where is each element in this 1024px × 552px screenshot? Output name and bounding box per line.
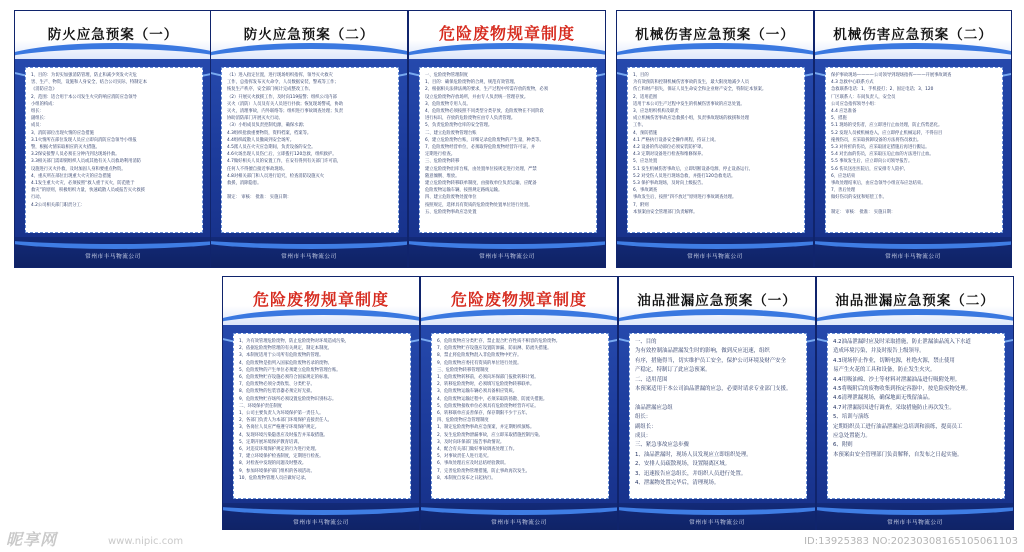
body-line: 成立机械伤害事故应急救援小组，负责事故现场的救援和处理 (633, 116, 750, 122)
body-line: 为有效控制油品泄漏发生时的影响，做到反应迅速，组织 (635, 348, 770, 355)
body-line: 伤亡和财产损失，保证人员生命安全和企业财产安全，特制定本预案。 (633, 87, 767, 93)
body-line: 1、油品泄漏时，现场人员发现应立即组织处理。 (635, 451, 752, 458)
body-line: 事故处理结束后，由应急领导小组宣布应急结束。 (831, 181, 926, 187)
body-line: 4.6清理泄漏现场，确保地面无残留油品。 (833, 395, 934, 402)
body-line: 随意倾倒、堆放。 (425, 173, 460, 179)
body-line: 保护事故现场————公司领导到现场指挥———开展事故调查 (831, 73, 952, 78)
body-line: 做好伤员的安抚和赔偿工作。 (831, 195, 887, 201)
body-line: 组长： (31, 109, 44, 115)
panel-title: 机械伤害应急预案（二） (833, 27, 993, 43)
panel-org-name: 常州市丰马物流公司 (293, 520, 349, 526)
body-line: 6、事故调查 (633, 188, 658, 194)
body-line: 1、公司主要负责人为环境保护第一责任人。 (239, 411, 324, 417)
body-line: 4.8对相关部门和人员进行追究，检查消防设施灭火 (227, 173, 325, 179)
body-line: 造成环境污染，并及时报告上级领导。 (833, 348, 925, 355)
panel-footer (817, 503, 1013, 533)
body-line: 4.1发生重大火灾，必须按照“救人重于灭火，防范胜于 (31, 181, 135, 187)
body-line: 本预案适用于本公司油品泄漏的应急，必要时请求专业部门支援。 (635, 386, 792, 393)
poster-panel (14, 10, 212, 268)
body-line: 副组长： (635, 423, 657, 430)
panel-title: 油品泄漏应急预案（二） (835, 293, 995, 309)
body-line: 3、本制度适用于公司所有危险废物的管理。 (239, 353, 324, 359)
body-line: 危险废物运输车辆，按照规定路线运输。 (425, 188, 503, 194)
panel-title: 危险废物规章制度 (450, 290, 587, 309)
body-line: 5、负责危险废物仓库的安全管理。 (425, 123, 493, 129)
body-line: 设立危险废物存放场所，并由专人负责统一管理存放。 (425, 94, 529, 100)
watermark-id: ID:13925383 NO:20230308165105061103 (804, 536, 1018, 547)
body-line: 2、转移危险废物时，必须填写危险废物转移联单。 (437, 382, 535, 388)
panel-header (409, 11, 605, 59)
body-line: 2、适用范围 (633, 94, 658, 100)
panel-title: 危险废物规章制度 (438, 24, 575, 43)
panel-title: 防火应急预案（一） (47, 27, 179, 43)
footer-wave-decoration (14, 223, 212, 249)
body-line: 2、根据相关法律法规的要求，生产过程中所需存放的废物，必须 (425, 87, 549, 93)
body-line: 3、应急组织机构及职责 (633, 109, 679, 115)
panel-title: 防火应急预案（二） (243, 27, 375, 43)
body-line: 9、危险废物贮存场所必须设置危险废物识别标志。 (239, 396, 337, 402)
body-line: 3.3相关部门需即刻组织人员或其他有关人员救助利用消防 (31, 159, 141, 165)
body-line: 4、泄漏物处置完毕后，清理现场。 (635, 480, 720, 487)
footer-wave-decoration (408, 223, 606, 249)
body-line: 五、危险废物事故应急处置 (425, 209, 477, 215)
panel-title: 油品泄漏应急预案（一） (637, 293, 797, 309)
body-line: 1、目的：为切实加强消防管理，防止和减少突发火灾危 (31, 73, 137, 78)
body-line: 建立危险废物转移联单制度，由接收单位负责运输，应配备 (425, 181, 537, 187)
body-line: 行动。 (31, 195, 44, 201)
body-line: 5.3 保护事故现场，及时向上级报告。 (633, 181, 706, 187)
body-line: 4、发现环境污染隐患应及时报告并采取措施。 (239, 432, 328, 438)
body-line: 《消防应急》 (31, 87, 57, 93)
body-line: 8、危险废物的包装容器必须完好无损。 (239, 389, 315, 395)
body-line: 灭火，清理事故，内外联络等；组织进行事故调查处理；负责 (227, 109, 344, 115)
body-line: 四、危险废物应急管理制度 (437, 418, 489, 424)
body-line: 5.4 对出血的伤员，应采取压迫止血的方法进行止血。 (831, 152, 934, 158)
body-line: 4、配合有关部门做好事故调查处理工作。 (437, 447, 518, 453)
body-line: 4.5派人员在火灾应急期间，负责设备的安全。 (227, 145, 316, 151)
panel-header (211, 11, 407, 59)
body-line: 4.3现场停止作业，切断电源，杜绝火源，禁止使用 (833, 357, 955, 364)
body-line: 7、危险废物贮存设施应设置防渗漏、防雨淋、防流失措施。 (437, 346, 552, 352)
body-line: 6、建立危险废物台账，详细记录危险废物的产生量，种类等。 (425, 137, 544, 143)
body-line: 7、危险废物必须分类收集、分类贮存。 (239, 382, 315, 388)
body-line: 1、危险废物转移前，必须向环保部门报批转移计划。 (437, 375, 539, 381)
body-line: （2）开展灭火救援工作，及时向119报警；组织公司内部 (227, 94, 337, 100)
body-line: 建立危险废物出库台账，由处置单位按规定进行处理，严禁 (425, 166, 537, 172)
body-line: 3、及时向环保部门报告事故情况。 (437, 439, 505, 445)
body-line: 3、危险废物运输车辆必须具备相应资质。 (437, 389, 518, 395)
panel-org-name: 常州市丰马物流公司 (281, 254, 337, 260)
body-line: 1、目的：确保危险废物的合规，规范有效管理。 (425, 80, 518, 86)
body-line: 工作。 (633, 123, 646, 129)
body-line: 救灾”的原则，积极组织力量，快速疏散人员或报告灭火救援 (31, 188, 145, 194)
body-line: 5、措施 (831, 116, 847, 122)
poster-panel (814, 10, 1012, 268)
body-line: 公司应急指挥领导小组： (831, 101, 879, 107)
body-line: 5.2 对受伤人员进行现场急救，并拨打120急救电话。 (633, 173, 736, 179)
body-line: 7、善后处理 (831, 188, 856, 194)
body-line: 5.3 对骨折的伤员，应采取固定措施后再进行搬运。 (831, 145, 930, 151)
panel-org-name: 常州市丰马物流公司 (887, 520, 943, 526)
body-line: 5、培训与演练 (833, 414, 869, 421)
body-line: 7、危险废物经营单位，必须取得危险废物经营许可证，并 (425, 145, 536, 151)
panel-org-name: 常州市丰马物流公司 (479, 254, 535, 260)
panel-footer (15, 237, 211, 267)
body-line: 5.2 发现人员被机械卷入，应立即停止机械运转，不得盲目 (831, 130, 943, 136)
body-line: 有序，措施得当，切实维护员工安全，保护公司环境及财产安全 (635, 357, 786, 364)
body-line: 6、转移联单应妥善保存，保存期限不少于五年。 (437, 411, 530, 417)
panel-body-text (825, 67, 1003, 233)
poster-panel (616, 10, 814, 268)
panel-footer (409, 237, 605, 267)
panel-body-text (431, 333, 609, 499)
body-line: 2、范围：适合用于本公司发生火灾的响应消防应急领导 (31, 94, 137, 100)
panel-footer (815, 237, 1011, 267)
poster-panel (210, 10, 408, 268)
body-line: 1、制定危险废物事故应急预案，并定期组织演练。 (437, 425, 535, 431)
body-line: 3、迅速报告应急组长，并组织人员进行处置。 (635, 470, 747, 477)
body-line: 拖拽伤员，应采取拆卸设备的方法将伤员救出。 (831, 137, 922, 143)
body-line: 副组长： (31, 116, 49, 122)
panel-footer (617, 237, 813, 267)
footer-wave-decoration (222, 489, 420, 515)
body-line: 6、事故处理后应及时总结经验教训。 (437, 461, 509, 467)
body-line: 警，根据火情采取相应的灭火措施。 (31, 145, 100, 151)
panel-org-name: 常州市丰马物流公司 (491, 520, 547, 526)
poster-panel (222, 276, 420, 534)
body-line: 4.2油品泄漏时应及时采取措施，防止泄漏油品流入下水道 (833, 339, 971, 345)
body-line: 4.4 应急准备 (831, 109, 857, 115)
body-line: 四、建立危险废物处置单位 (425, 195, 477, 201)
panel-title: 机械伤害应急预案（一） (635, 27, 795, 43)
body-line: 本预案由安全管理部门负责解释。 (633, 209, 698, 215)
body-line: 5、对事故责任人进行追究。 (437, 454, 492, 460)
panel-header (619, 277, 815, 325)
body-line: 7、附则 (633, 202, 649, 208)
watermark-site: www.nipic.com (108, 536, 184, 547)
body-line: 4、危险废物运输过程中，必须采取防扬散、防流失措施。 (437, 396, 548, 402)
body-line: 8、对检查中发现的问题及时整改。 (239, 461, 307, 467)
body-line: 制定： 审核： 批准： 实施日期： (227, 195, 292, 201)
body-line: 5.1 发生机械伤害事故后，立即切断设备电源，停止设备运行。 (633, 166, 753, 172)
panel-title: 危险废物规章制度 (252, 290, 389, 309)
body-line: 4.2公司相关部门职责分工： (31, 202, 86, 208)
body-line (227, 187, 393, 194)
body-line: 2、安排人员疏散现场，设置隔离区域。 (635, 461, 731, 468)
panel-footer (223, 503, 419, 533)
body-line: 工作，总指挥发布灭火命令，人员数据安装，警戒等工作； (227, 80, 339, 86)
body-line: 急救联系电话：1、手机拨打；2、固定电话；3、120 (831, 87, 934, 93)
body-line: 协助消防部门开展灭火行动。 (227, 116, 283, 122)
panel-body-text (627, 67, 805, 233)
panel-header (223, 277, 419, 325)
body-line: 4.3组织抢救重要物资，资料档案，档案等。 (227, 130, 312, 136)
body-line: 事故发生后，按照“四不放过”原则进行事故调查处理。 (633, 195, 737, 201)
body-line: 4.4用吸油棉、沙土等材料对泄漏油品进行吸附处理。 (833, 376, 961, 383)
body-line: （1）进入指定位置，进行现场组织指挥，领导灭火救灾 (227, 73, 333, 78)
body-line: 小组的构成： (31, 101, 57, 107)
body-line: 6、应急结束 (831, 173, 856, 179)
body-line: 适用于本公司生产过程中发生的机械伤害事故的应急处置。 (633, 101, 745, 107)
body-line: 三、危险废物转移 (425, 159, 460, 165)
panel-footer (421, 503, 617, 533)
body-line: 1、目的 (633, 73, 649, 78)
footer-wave-decoration (616, 223, 814, 249)
body-line: 9、危险废物应委托有资质的单位进行处置。 (437, 360, 522, 366)
body-line: 3.1火情所在部位发现人员应立即向消防应急领导小组报 (31, 137, 137, 143)
body-line: 二、建立危险废物管理台账 (425, 130, 477, 136)
body-line: 4、预防措施 (633, 130, 658, 136)
body-line: 2、发生危险废物泄漏事故，应立即采取措施控制污染。 (437, 432, 543, 438)
body-line: 3、消防部位出现火情的应急措施 (31, 130, 94, 136)
body-line: 恢复生产秩序，安全部门统计完成整改工作。 (227, 87, 313, 93)
panel-body-text (827, 333, 1005, 499)
body-line (831, 202, 997, 209)
body-line: 三、危险废物转移管理制度 (437, 367, 489, 373)
body-line: 进行标识，存放的危险废物应由专人负责管理。 (425, 116, 516, 122)
body-line: 一、危险废物管理制度 (425, 73, 468, 78)
body-line: 按照规定，选择具有资质的危险废物处置单位进行处置。 (425, 202, 533, 208)
body-line: 灭火（消防）人员及有关人员进行扑救；恢复现场警戒，协助 (227, 101, 344, 107)
body-line: 8、禁止将危险废物混入非危险废物中贮存。 (437, 353, 522, 359)
body-line: 2、各部门负责人为本部门环境保护直接责任人。 (239, 418, 332, 424)
panel-footer (619, 503, 815, 533)
panel-body-text (419, 67, 597, 233)
watermark-bar (0, 530, 1024, 552)
body-line: 4.3 急救中心联系方式 (831, 80, 874, 86)
body-line: 本预案由安全管理部门负责解释，自发布之日起实施。 (833, 451, 963, 458)
body-line: 4、危险废物必须按照不同类型分类存放，危险废物在不同阶段 (425, 109, 544, 115)
body-line: 成员： (31, 123, 44, 129)
body-line: 4.4组织疏散人员撤离到安全场所。 (227, 137, 294, 143)
body-line: 6、对违反环境保护规定的行为进行处理。 (239, 447, 320, 453)
body-line: 定期进行检查。 (425, 152, 456, 158)
body-line: （3）小组成员负责控制电源，确保水源； (227, 123, 308, 129)
body-line: 4.7对泄漏原因进行调查，采取措施防止再次发生。 (833, 404, 955, 411)
body-line: 2、依据危险废物管理的有关规定，制定本制度。 (239, 346, 332, 352)
body-line: 1、为有效管理危险废物，防止危险废物对环境造成污染， (239, 339, 350, 344)
body-line: 4.6火场出现人员伤亡后，立即拨打120急救，组织救护。 (227, 152, 337, 158)
body-line: 厂区联系人：车间负责人，安全员 (831, 94, 896, 100)
body-line: 3、各岗位人员应严格遵守环境保护规定。 (239, 425, 320, 431)
body-line: 油品泄漏应急组 (635, 404, 673, 411)
body-line: 4.2 设备的传动部位必须安装防护罩。 (633, 145, 706, 151)
body-line: 3.2保安接警人员必须在分钟内到达现场扑救。 (31, 152, 120, 158)
body-line: 产稳定，特制订了此应急预案。 (635, 367, 711, 374)
body-line: 4、重庆所在部位出现重大火灾的应急措施 (31, 173, 112, 179)
panel-org-name: 常州市丰马物流公司 (687, 254, 743, 260)
body-line: 9、参加环境保护部门组织的各项活动。 (239, 468, 315, 474)
footer-wave-decoration (420, 489, 618, 515)
body-line: 害、生产、物资，设施和人身安全，结合公司实际，特制定本 (31, 80, 148, 86)
body-line: 5、定期开展环境保护教育培训。 (239, 439, 302, 445)
body-line: 5、应急处置 (633, 159, 658, 165)
body-line: 3、危险废物专用人员。 (425, 101, 471, 107)
body-line: 应急处置能力。 (833, 433, 871, 440)
footer-wave-decoration (814, 223, 1012, 249)
body-line: 二、环境保护责任制度 (239, 403, 282, 409)
footer-wave-decoration (816, 489, 1014, 515)
body-line: 5.6 伤员送往医院后，应安排专人陪护。 (831, 166, 908, 172)
body-line: 4.5将吸附后的废物收集到指定容器中，按危险废物处理。 (833, 386, 971, 393)
panel-body-text (233, 333, 411, 499)
body-line: 4.7做好相关人员的安置工作，在安有得到有关部门许可前， (227, 159, 342, 165)
body-line: 5.1 现场的受伤者，应立即进行止血处理，防止伤势恶化。 (831, 123, 943, 129)
poster-panel (618, 276, 816, 534)
body-line: 4.1 严格执行设备安全操作规程，持证上岗。 (633, 137, 719, 143)
panel-header (617, 11, 813, 59)
body-line: 为有效预防和控制机械伤害事故的发生，最大限度地减少人员 (633, 80, 750, 86)
panel-org-name: 常州市丰马物流公司 (85, 254, 141, 260)
body-line: 制定： 审核： 批准： 实施日期： (831, 209, 896, 215)
body-line: 设施进行灭火扑救，及时加固人身和要重点物资。 (31, 166, 126, 172)
footer-wave-decoration (210, 223, 408, 249)
body-line: 二、适用范围 (635, 376, 668, 383)
poster-panel (408, 10, 606, 268)
body-line: 4、危险废物是指列入国家危险废物名录的废物。 (239, 360, 332, 366)
body-line: 8、本制度自发布之日起执行。 (437, 475, 496, 481)
body-line: 一、目的 (635, 339, 657, 345)
body-line: 6、附则 (833, 442, 853, 449)
body-line: 4.3 定期对设备进行检查和维修保养。 (633, 152, 706, 158)
body-line: 7、完善危险废物管理措施，防止事故再次发生。 (437, 468, 530, 474)
body-line: 成员： (635, 433, 652, 440)
watermark-logo: 昵享网 (6, 530, 58, 549)
body-line: 10、危险废物管理人员应做好记录。 (239, 475, 309, 481)
body-line: 救援，消除隐患。 (227, 181, 262, 187)
body-line: 组长： (635, 414, 652, 421)
panel-header (15, 11, 211, 59)
body-line: 6、危险废物应分类贮存，禁止混合贮存性质不相容的危险废物。 (437, 339, 561, 344)
body-line: 6、危险废物贮存设施必须符合国家规定的标准。 (239, 375, 332, 381)
body-line: 5.5 事故发生后，应立即向公司领导报告。 (831, 159, 913, 165)
panel-body-text (629, 333, 807, 499)
body-line (635, 394, 801, 403)
panel-header (817, 277, 1013, 325)
body-line: 易产生火花的工具和设备，防止发生火灾。 (833, 367, 936, 374)
poster-panel (816, 276, 1014, 534)
panel-footer (211, 237, 407, 267)
panel-org-name: 常州市丰马物流公司 (885, 254, 941, 260)
poster-panel (420, 276, 618, 534)
body-line: 任何人不得擅自接近事故现场。 (227, 166, 288, 172)
panel-org-name: 常州市丰马物流公司 (689, 520, 745, 526)
panel-header (815, 11, 1011, 59)
body-line: 5、危险废物的产生单位必须建立危险废物管理台账。 (239, 367, 341, 373)
footer-wave-decoration (618, 489, 816, 515)
panel-body-text (221, 67, 399, 233)
body-line: 定期组织员工进行油品泄漏应急培训和演练，提高员工 (833, 423, 963, 430)
body-line: 三、紧急事故应急步骤 (635, 442, 689, 449)
panel-body-text (25, 67, 203, 233)
body-line: 5、危险废物接收单位必须具有危险废物经营许可证。 (437, 403, 539, 409)
panel-header (421, 277, 617, 325)
body-line: 7、建立环境保护检查制度，定期进行检查。 (239, 454, 324, 460)
